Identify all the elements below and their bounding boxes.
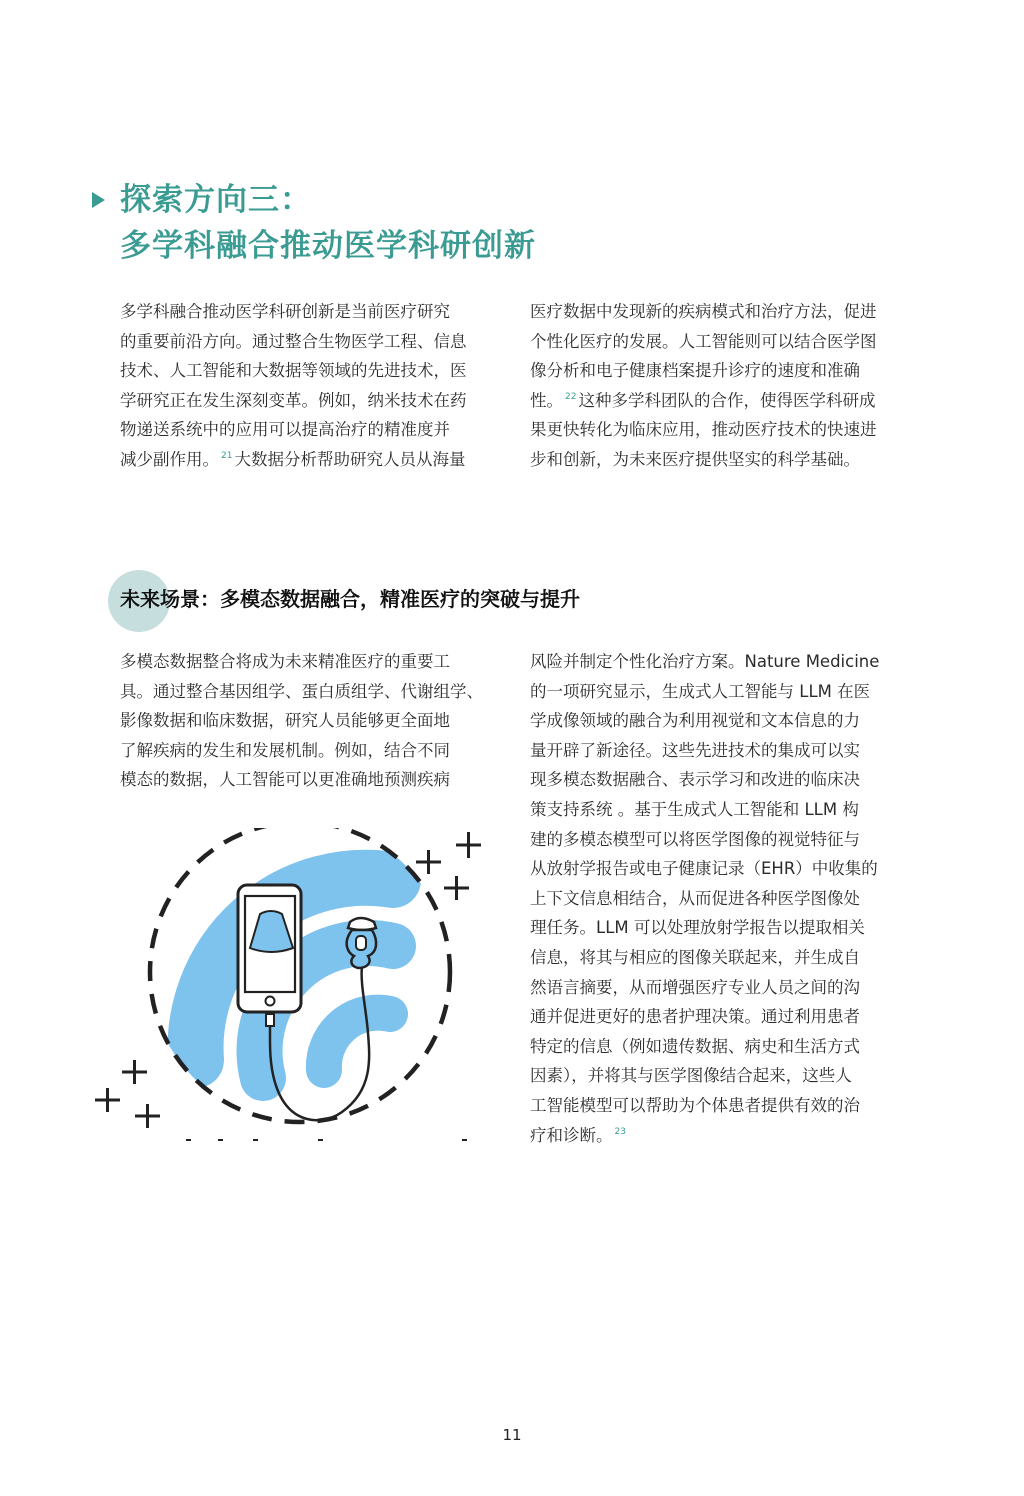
paragraph-line: 物递送系统中的应用可以提高治疗的精准度并 <box>120 420 450 440</box>
paragraph-line: 像分析和电子健康档案提升诊疗的速度和准确 <box>530 361 860 381</box>
paragraph-line: 工智能模型可以帮助为个体患者提供有效的治 <box>530 1095 860 1115</box>
paragraph-line: 特定的信息（例如遗传数据、病史和生活方式 <box>530 1036 860 1056</box>
paragraph-line <box>120 445 496 475</box>
paragraph-line: 了解疾病的发生和发展机制。例如，结合不同 <box>120 740 450 760</box>
ultrasound-phone-icon <box>88 828 498 1148</box>
paragraph-text: 这种多学科团队的合作，使得医学科研成 <box>578 390 876 410</box>
paragraph-line: 学研究正在发生深刻变革。例如，纳米技术在药 <box>120 390 467 410</box>
sparkles-top-icon <box>416 832 481 900</box>
section-heading-line2: 多学科融合推动医学科研创新 <box>120 228 536 264</box>
paragraph-line: 学成像领域的融合为利用视觉和文本信息的力 <box>530 711 860 731</box>
section2-left-column <box>120 647 496 795</box>
paragraph-line: 信息，将其与相应的图像关联起来，并生成自 <box>530 947 860 967</box>
paragraph-line: 多学科融合推动医学科研创新是当前医疗研究 <box>120 302 450 321</box>
paragraph-line: 现多模态数据融合、表示学习和改进的临床决 <box>530 770 860 790</box>
paragraph-line: 的重要前沿方向。通过整合生物医学工程、信息 <box>120 331 467 351</box>
subheading: 未来场景：多模态数据融合，精准医疗的突破与提升 <box>120 587 580 611</box>
paragraph-line: 因素），并将其与医学图像结合起来，这些人 <box>530 1066 852 1086</box>
paragraph-line: 多模态数据整合将成为未来精准医疗的重要工 <box>120 652 450 671</box>
section1-left-column <box>120 297 496 475</box>
paragraph-line: 通并促进更好的患者护理决策。通过利用患者 <box>530 1007 860 1027</box>
paragraph-line <box>530 386 906 416</box>
sparkles-bottom-icon <box>95 1060 160 1128</box>
paragraph-line: 医疗数据中发现新的疾病模式和治疗方法，促进 <box>530 302 877 321</box>
paragraph-line: 影像数据和临床数据，研究人员能够更全面地 <box>120 711 450 731</box>
paragraph-line: 果更快转化为临床应用，推动医疗技术的快速进 <box>530 420 877 440</box>
paragraph-line <box>530 1121 906 1151</box>
ultrasound-illustration <box>88 828 498 1152</box>
paragraph-text: 性。 <box>530 390 563 410</box>
reference-23[interactable]: 23 <box>614 1127 626 1137</box>
paragraph-line: 的一项研究显示，生成式人工智能与 LLM 在医 <box>530 681 871 701</box>
section1-right-column <box>530 297 906 475</box>
paragraph-line: 建的多模态模型可以将医学图像的视觉特征与 <box>530 829 860 849</box>
paragraph-text: 大数据分析帮助研究人员从海量 <box>234 449 466 469</box>
paragraph-line: 个性化医疗的发展。人工智能则可以结合医学图 <box>530 331 877 351</box>
paragraph-line: 步和创新，为未来医疗提供坚实的科学基础。 <box>530 449 860 469</box>
paragraph-line: 策支持系统 。基于生成式人工智能和 LLM 构 <box>530 799 859 819</box>
paragraph-line: 从放射学报告或电子健康记录（EHR）中收集的 <box>530 859 878 879</box>
heading-marker-icon <box>92 192 105 208</box>
paragraph-text: 疗和诊断。 <box>530 1125 613 1145</box>
paragraph-line: 理任务。LLM 可以处理放射学报告以提取相关 <box>530 918 865 938</box>
reference-22[interactable]: 22 <box>565 392 577 403</box>
section2-right-column <box>530 647 906 1150</box>
paragraph-line: 上下文信息相结合，从而促进各种医学图像处 <box>530 888 860 908</box>
paragraph-line: 技术、人工智能和大数据等领域的先进技术，医 <box>120 361 467 381</box>
paragraph-text: 减少副作用。 <box>120 449 219 469</box>
section-heading-line1: 探索方向三： <box>120 182 312 218</box>
page-number: 11 <box>502 1426 522 1444</box>
reference-21[interactable]: 21 <box>221 451 233 462</box>
paragraph-line: 量开辟了新途径。这些先进技术的集成可以实 <box>530 740 860 760</box>
paragraph-line: 具。通过整合基因组学、蛋白质组学、代谢组学、 <box>120 681 483 701</box>
paragraph-line: 模态的数据，人工智能可以更准确地预测疾病 <box>120 770 450 790</box>
paragraph-line: 然语言摘要，从而增强医疗专业人员之间的沟 <box>530 977 860 997</box>
paragraph-line: 风险并制定个性化治疗方案。Nature Medicine <box>530 652 880 671</box>
